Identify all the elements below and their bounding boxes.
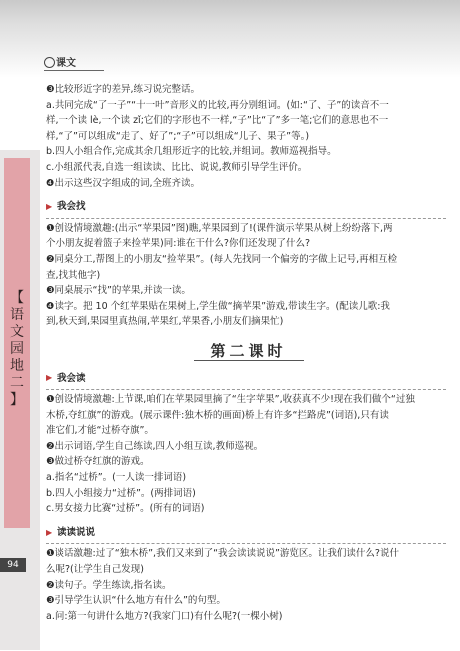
text-line: c.小组派代表,自选一组读读、比比、说说,教师引导学生评价。 <box>46 161 308 173</box>
text-line: ❹出示这些汉字组成的词,全班齐读。 <box>46 177 201 189</box>
text-line: 样,“了”可以组成“走了、好了”;“子”可以组成“儿子、果子”等。) <box>46 130 310 142</box>
text-line: 到,秋天到,果园里真热闹,苹果红,苹果香,小朋友们摘果忙) <box>46 316 284 328</box>
text-line: ❷同桌分工,帮图上的小朋友“捡苹果”。(每人先找同一个偏旁的字做上记号,再相互检 <box>46 253 398 265</box>
section-divider <box>46 218 446 219</box>
text-line: 样,一个读 lè,一个读 zǐ;它们的字形也不一样,“子”比“了”多一笔;它们的意思也不一 <box>46 115 389 127</box>
text-line: c.男女接力比赛“过桥”。(所有的词语) <box>46 503 205 515</box>
section-divider <box>46 543 446 544</box>
text-line: a.指名“过桥”。(一人读一排词语) <box>46 472 187 484</box>
text-line: ❹读字。把 10 个红苹果贴在果树上,学生做“摘苹果”游戏,带读生字。(配读儿歌:我 <box>46 300 390 312</box>
text-line: ❷读句子。学生练读,指名读。 <box>46 579 172 591</box>
text-line: ❸引导学生认识“什么地方有什么”的句型。 <box>46 595 226 607</box>
text-line: 么呢?(让学生自己发现) <box>46 564 144 576</box>
section-mark-icon: ▶ <box>46 373 53 383</box>
section-heading-talk: ▶ 读读说说 <box>46 526 96 538</box>
text-line: a.共同完成“了一子”“十一叶”音形义的比较,再分别组词。(如:“了、子”的读音不一 <box>46 99 389 111</box>
text-line: a.问:第一句讲什么地方?(我家门口)有什么呢?(一棵小树) <box>46 610 283 622</box>
page-number: 94 <box>0 558 26 572</box>
text-line: ❸做过桥夺红旗的游戏。 <box>46 456 150 468</box>
text-line: 查,找其他字) <box>46 269 101 281</box>
section-divider <box>46 389 446 390</box>
section-mark-icon: ▶ <box>46 201 53 211</box>
lesson-icon <box>44 57 55 68</box>
header-title: 课文 <box>56 58 76 69</box>
text-line: 木桥,夺红旗”的游戏。(展示课件:独木桥的画面)桥上有许多“拦路虎”(词语),只有读 <box>46 409 389 421</box>
section-heading-find: ▶ 我会找 <box>46 201 86 213</box>
text-line: 准它们,才能“过桥夺旗”。 <box>46 425 154 437</box>
text-line: ❶创设情境激趣:(出示“苹果园”图)瞧,苹果园到了!(课件演示苹果从树上纷纷落下,两 <box>46 222 393 234</box>
lesson-title: 第二课时 <box>210 341 287 360</box>
text-line: b.四人小组接力“过桥”。(两排词语) <box>46 487 196 499</box>
section-heading-read: ▶ 我会读 <box>46 372 86 384</box>
text-line: 个小朋友捉着篮子来捡苹果)同:谁在干什么?你们还发现了什么? <box>46 238 310 250</box>
text-line: ❸同桌展示“找”的苹果,并读一读。 <box>46 285 191 297</box>
page-content <box>46 82 451 624</box>
text-line: ❷出示词语,学生自己练读,四人小组互读,教师巡视。 <box>46 440 264 452</box>
side-label: 【 语 文 园 地 二 】 <box>10 290 24 408</box>
text-line: b.四人小组合作,完成其余几组形近字的比较,并组词。教师巡视指导。 <box>46 146 337 158</box>
text-line: ❸比较形近字的差异,练习说完整话。 <box>46 84 201 95</box>
text-line: ❶创设情境激趣:上节课,咱们在苹果园里摘了“生字苹果”,收获真不少!现在我们做个“过独 <box>46 394 415 406</box>
section-mark-icon: ▶ <box>46 527 53 537</box>
text-line: ❶谈话激趣:过了“独木桥”,我们又来到了“我会读读说说”游览区。让我们读什么?说什 <box>46 548 399 560</box>
